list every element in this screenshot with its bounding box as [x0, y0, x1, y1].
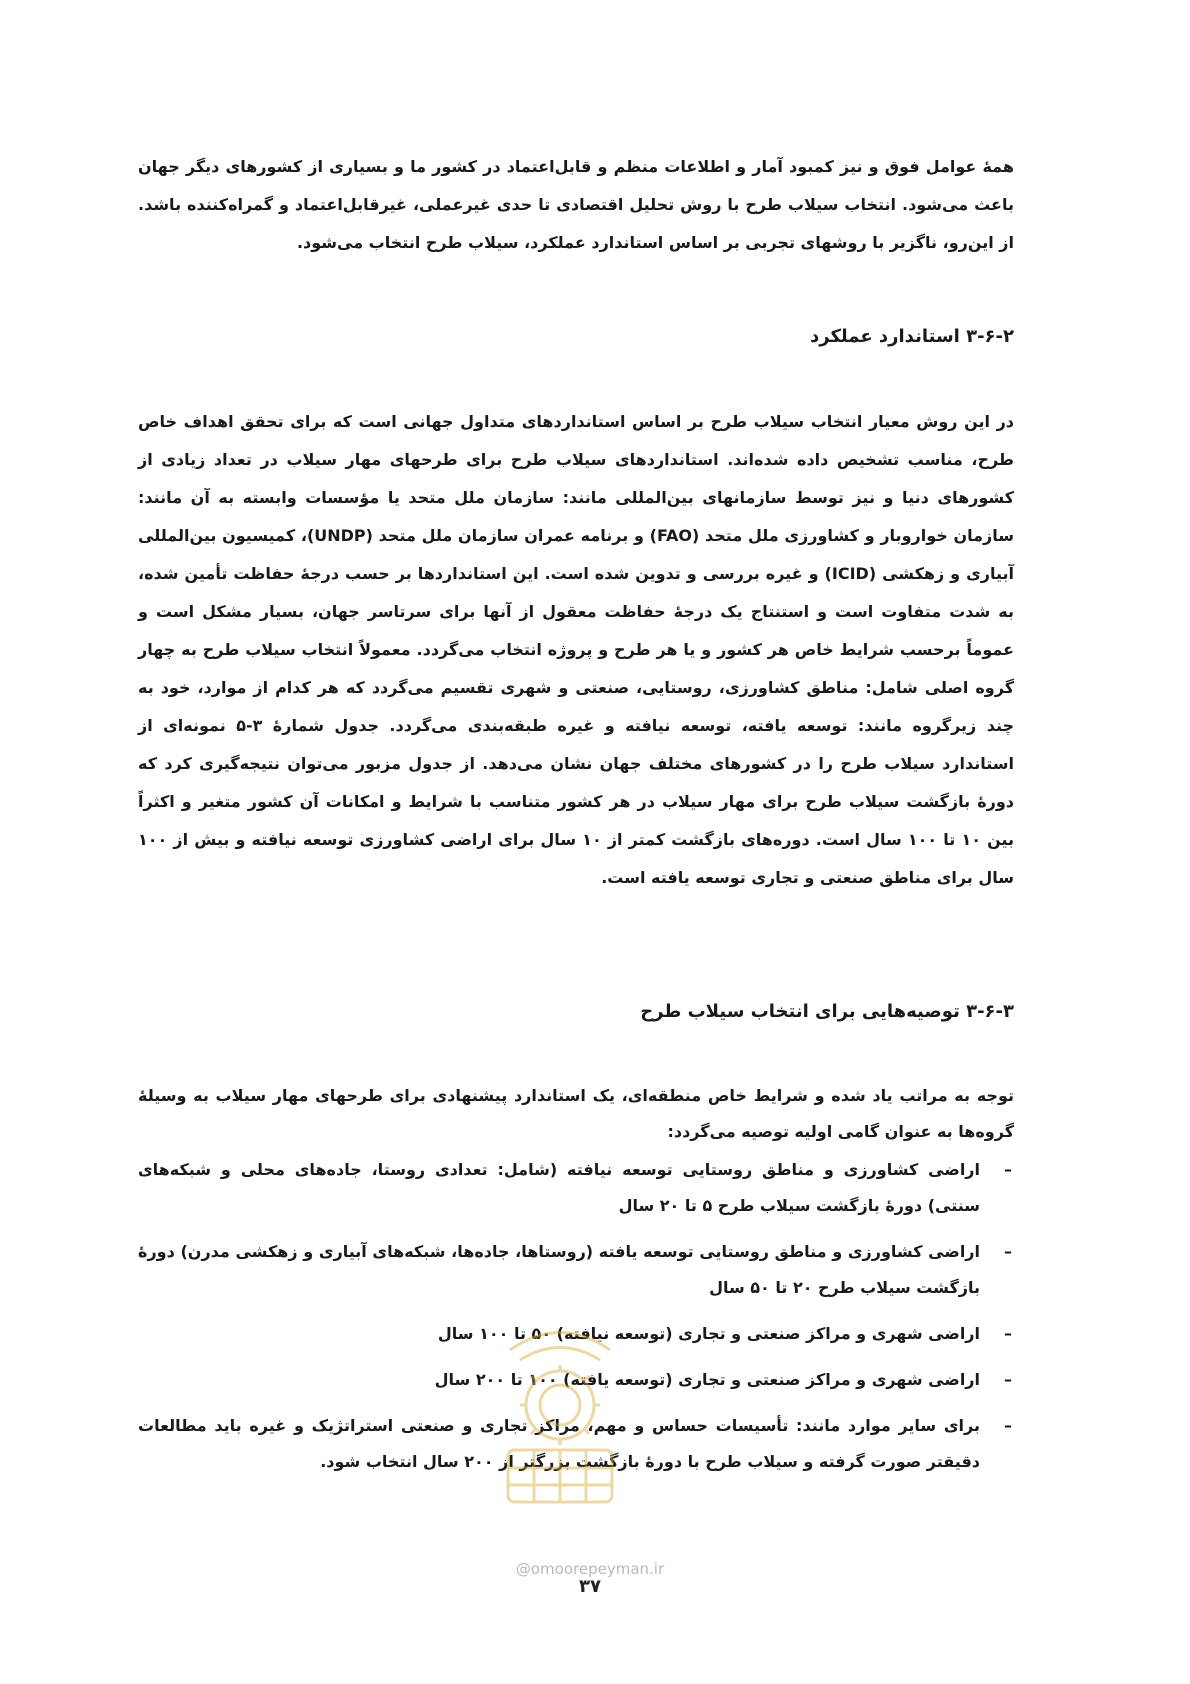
- section-heading-performance-standard: ۳-۶-۲ استاندارد عملکرد: [810, 326, 1014, 347]
- section-heading-recommendations: ۳-۶-۳ توصیه‌هایی برای انتخاب سیلاب طرح: [640, 1001, 1014, 1022]
- paragraph-recommendations: توجه به مراتب یاد شده و شرایط خاص منطقه‌ای، یک استاندارد پیشنهادی برای طرحهای مهار سیلاب به وسیلهٔ گروه‌ها به عنوان گامی اولیه توصیه می‌گردد:: [138, 1086, 1014, 1141]
- bullet-dash: –: [1004, 1160, 1012, 1179]
- list-item-text: اراضی کشاورزی و مناطق روستایی توسعه یافته (روستاها، جاده‌ها، شبکه‌های آبیاری و زهکشی مدرن) دورهٔ بازگشت سیلاب طرح ۲۰ تا ۵۰ سال: [138, 1242, 980, 1297]
- page-number: ۳۷: [579, 1576, 601, 1597]
- bullet-dash: –: [1004, 1242, 1012, 1261]
- paragraph-performance-standard: در این روش معیار انتخاب سیلاب طرح بر اساس استانداردهای متداول جهانی است که برای تحقق اهداف خاص طرح، مناسب تشخیص داده شده‌اند. استانداردهای سیلاب طرح برای طرحهای مهار سیلاب در تعداد زیادی از کشورهای دنیا و نیز توسط سازمانهای بین‌المللی مانند: سازمان ملل متحد یا مؤسسات وابسته به آن مانند: سازمان خواروبار و کشاورزی ملل متحد (FAO) و برنامه عمران سازمان ملل متحد (UNDP)، کمیسیون بین‌المللی آبیاری و زهکشی (ICID) و غیره بررسی و تدوین شده است. این استانداردها بر حسب درجهٔ حفاظت تأمین شده، به شدت متفاوت است و استنتاج یک درجهٔ حفاظت معقول از آنها برای سرتاسر جهان، بسیار مشکل است و عموماً برحسب شرایط خاص هر کشور و یا هر طرح و پروژه انتخاب می‌گردد. معمولاً انتخاب سیلاب طرح به چهار گروه اصلی شامل: مناطق کشاورزی، روستایی، صنعتی و شهری تقسیم می‌گردد که هر کدام از موارد، خود به چند زیرگروه مانند: توسعه یافته، توسعه نیافته و غیره طبقه‌بندی می‌گردد. جدول شمارهٔ ۳-۵ نمونه‌ای از استاندارد سیلاب طرح را در کشورهای مختلف جهان نشان می‌دهد. از جدول مزبور می‌توان نتیجه‌گیری کرد که دورهٔ بازگشت سیلاب طرح برای مهار سیلاب در هر کشور متناسب با شرایط و امکانات آن کشور متغیر و اکثراً بین ۱۰ تا ۱۰۰ سال است. دوره‌های بازگشت کمتر از ۱۰ سال برای اراضی کشاورزی توسعه نیافته و بیش از ۱۰۰ سال برای مناطق صنعتی و تجاری توسعه یافته است.: [138, 412, 1015, 887]
- watermark-site-url: @omoorepeyman.ir: [515, 1560, 665, 1578]
- list-item: [138, 1234, 1014, 1306]
- bullet-dash: –: [1004, 1370, 1012, 1389]
- list-item: [138, 1152, 1014, 1224]
- bullet-dash: –: [1004, 1324, 1012, 1343]
- paragraph-intro: همهٔ عوامل فوق و نیز کمبود آمار و اطلاعات منظم و قابل‌اعتماد در کشور ما و بسیاری از کشورهای دیگر جهان باعث می‌شود. انتخاب سیلاب طرح با روش تحلیل اقتصادی تا حدی غیرعملی، غیرقابل‌اعتماد و گمراه‌کننده باشد. از این‌رو، ناگزیر با روشهای تجربی بر اساس استاندارد عملکرد، سیلاب طرح انتخاب می‌شود.: [138, 157, 1014, 252]
- bullet-dash: –: [1004, 1416, 1012, 1435]
- list-item-text: برای سایر موارد مانند: تأسیسات حساس و مهم، مراکز تجاری و صنعتی استراتژیک و غیره باید مطالعات دقیقتر صورت گرفته و سیلاب طرح با دورهٔ بازگشت بزرگتر از ۲۰۰ سال انتخاب شود.: [138, 1416, 980, 1471]
- list-item: [138, 1408, 1014, 1480]
- list-item: [138, 1362, 1014, 1398]
- list-item-text: اراضی کشاورزی و مناطق روستایی توسعه نیافته (شامل: تعدادی روستا، جاده‌های محلی و شبکه‌های سنتی) دورهٔ بازگشت سیلاب طرح ۵ تا ۲۰ سال: [138, 1160, 980, 1215]
- recommendation-list: [138, 1152, 1014, 1490]
- list-item: [138, 1316, 1014, 1352]
- list-item-text: اراضی شهری و مراکز صنعتی و تجاری (توسعه نیافته) ۵۰ تا ۱۰۰ سال: [437, 1324, 980, 1343]
- list-item-text: اراضی شهری و مراکز صنعتی و تجاری (توسعه یافته) ۱۰۰ تا ۲۰۰ سال: [434, 1370, 980, 1389]
